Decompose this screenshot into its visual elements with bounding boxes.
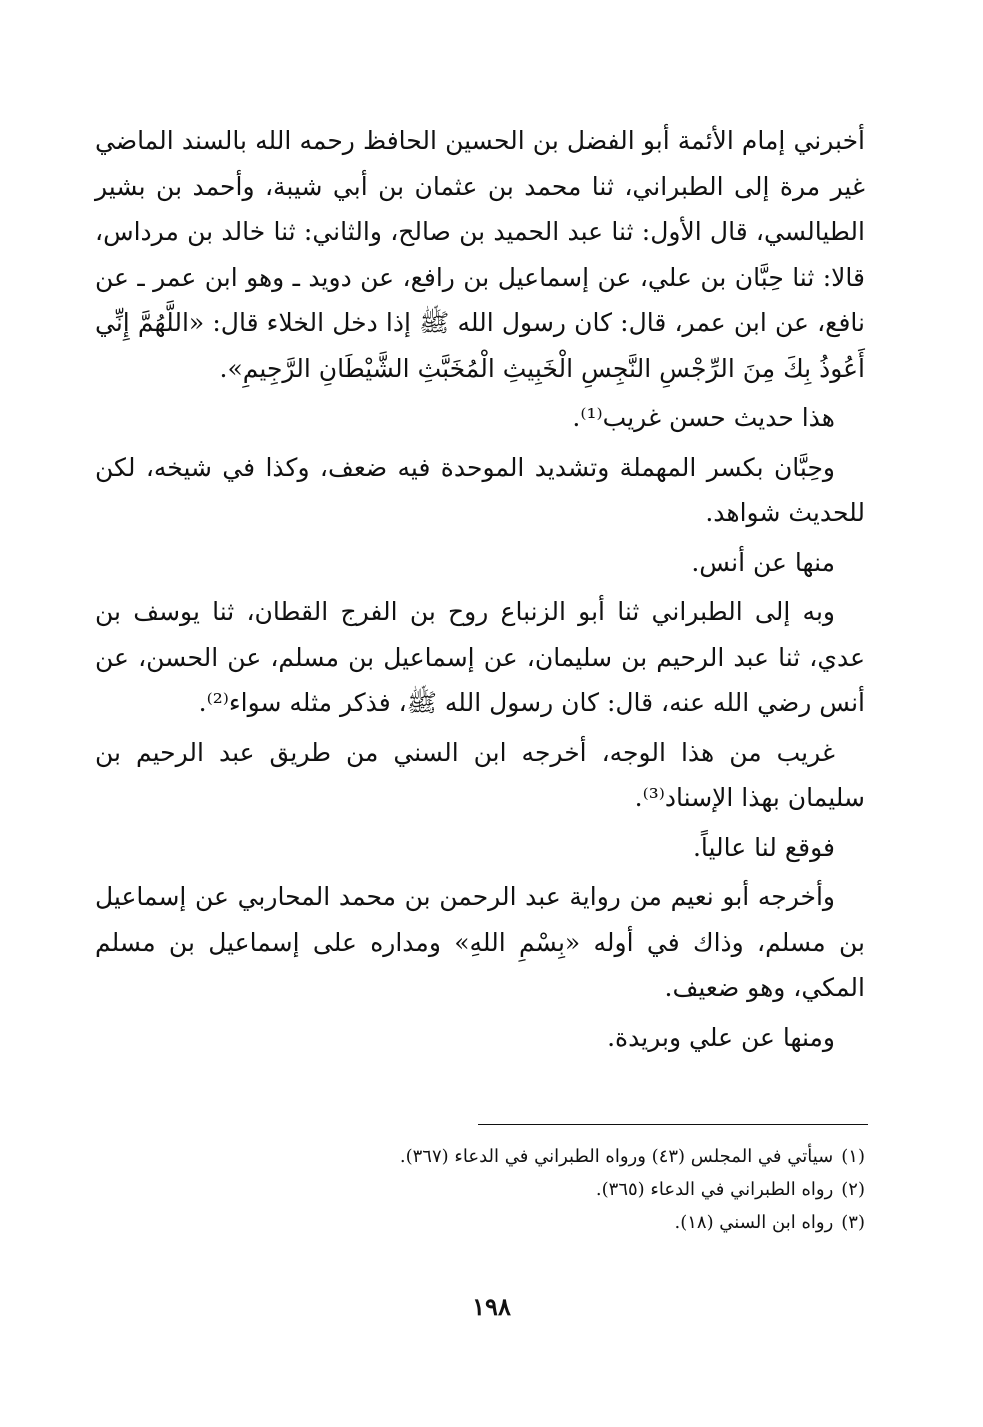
footnote-text: رواه ابن السني (١٨).	[674, 1212, 834, 1233]
paragraph-tabarani-chain: وبه إلى الطبراني ثنا أبو الزنباع روح بن الفرج القطان، ثنا يوسف بن عدي، ثنا عبد الرحيم بن سليمان، عن إسماعيل بن مسلم، عن الحسن، عن أنس رضي الله عنه، قال: كان رسول الله ﷺ، فذكر مثله سواء⁽²⁾.	[95, 597, 865, 717]
footnote-text: رواه الطبراني في الدعاء (٣٦٥).	[595, 1179, 834, 1200]
footnote-number: (٣)	[841, 1212, 865, 1233]
paragraph-ali-buraida: ومنها عن علي وبريدة.	[607, 1022, 835, 1052]
page-number: ١٩٨	[472, 1292, 511, 1321]
paragraph-anas: منها عن أنس.	[691, 547, 835, 577]
main-text	[95, 118, 865, 1064]
paragraph-abu-nuaim: وأخرجه أبو نعيم من رواية عبد الرحمن بن محمد المحاربي عن إسماعيل بن مسلم، وذاك في أوله «بِسْمِ اللهِ» ومداره على إسماعيل بن مسلم المكي، وهو ضعيف.	[95, 882, 865, 1002]
footnote-text: سيأتي في المجلس (٤٣) ورواه الطبراني في الدعاء (٣٦٧).	[399, 1146, 834, 1167]
paragraph-aali: فوقع لنا عالياً.	[692, 832, 835, 862]
paragraph-grading: هذا حديث حسن غريب⁽¹⁾.	[572, 403, 835, 432]
footnote-number: (٢)	[841, 1179, 865, 1200]
footnote-2	[95, 1173, 865, 1206]
footnotes	[95, 1140, 865, 1239]
footnote-number: (١)	[841, 1146, 865, 1167]
paragraph-ibn-sunni: غريب من هذا الوجه، أخرجه ابن السني من طريق عبد الرحيم بن سليمان بهذا الإسناد⁽³⁾.	[95, 737, 865, 812]
footnote-1	[95, 1140, 865, 1173]
footnote-3	[95, 1206, 865, 1239]
paragraph-narrator-note: وحِبَّان بكسر المهملة وتشديد الموحدة فيه ضعف، وكذا في شيخه، لكن للحديث شواهد.	[95, 452, 865, 527]
paragraph-isnad: أخبرني إمام الأئمة أبو الفضل بن الحسين الحافظ رحمه الله بالسند الماضي غير مرة إلى الطبراني، ثنا محمد بن عثمان بن أبي شيبة، وأحمد بن بشير الطيالسي، قال الأول: ثنا عبد الحميد بن صالح، والثاني: ثنا خالد بن مرداس، قالا: ثنا حِبَّان بن علي، عن إسماعيل بن رافع، عن دويد ـ وهو ابن عمر ـ عن نافع، عن ابن عمر، قال: كان رسول الله ﷺ إذا دخل الخلاء قال: «اللَّهُمَّ إِنِّي أَعُوذُ بِكَ مِنَ الرِّجْسِ النَّجِسِ الْخَبِيثِ الْمُخَبَّثِ الشَّيْطَانِ الرَّجِيمِ».	[95, 126, 865, 383]
footnote-divider	[478, 1124, 868, 1125]
